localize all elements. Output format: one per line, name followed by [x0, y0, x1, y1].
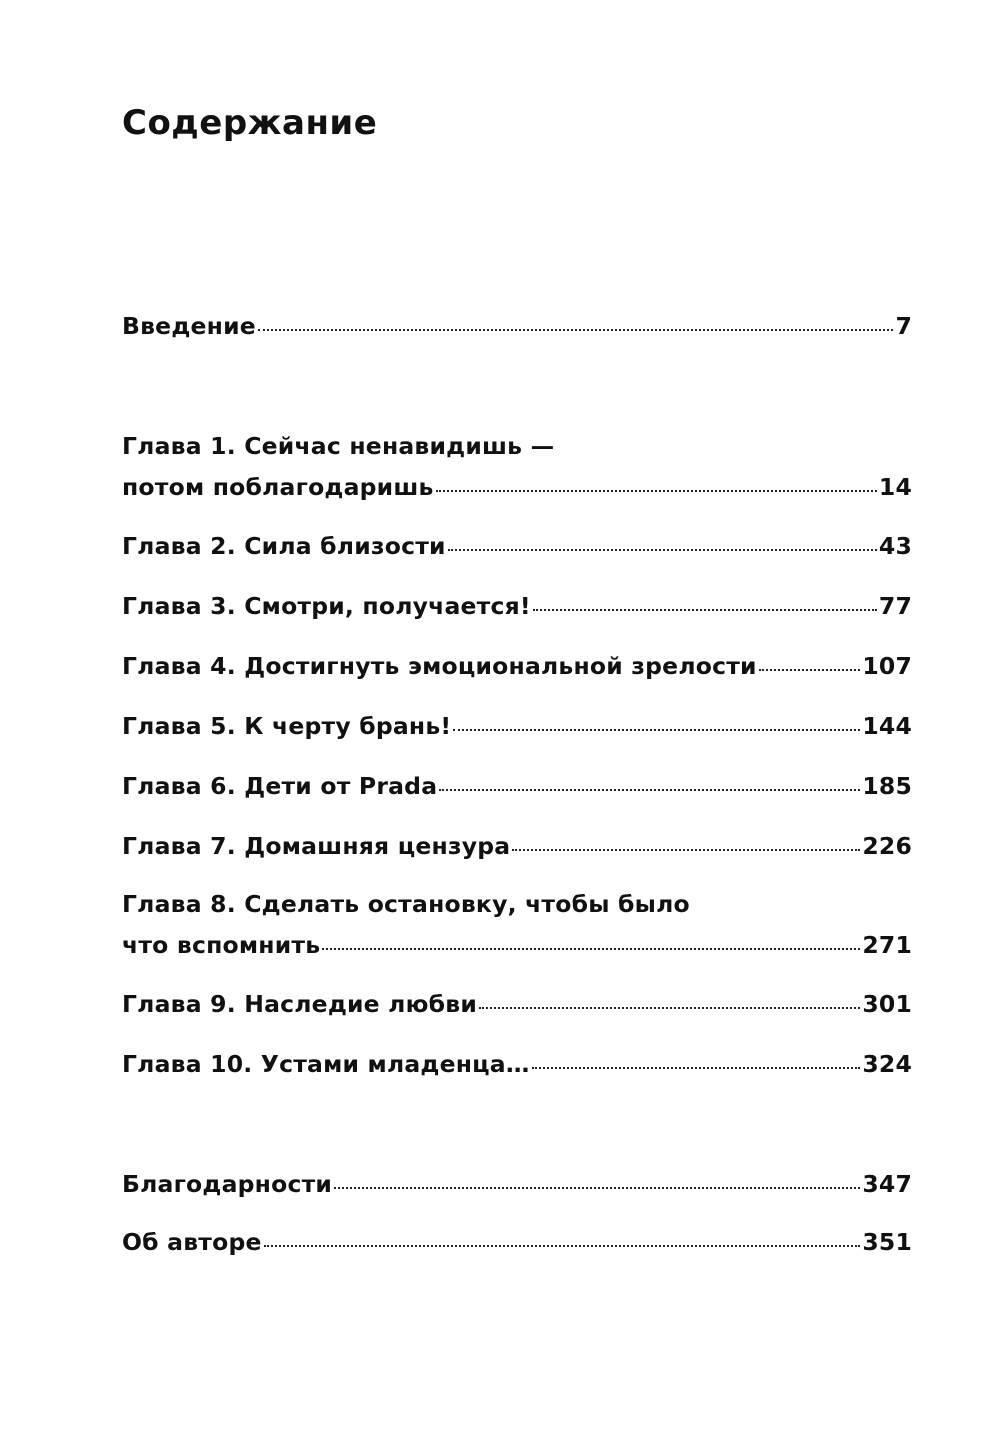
- toc-entry-label: потом поблагодаришь: [122, 472, 434, 501]
- toc-entry-chapter-6[interactable]: [122, 772, 912, 800]
- toc-entry-label: Глава 7. Домашняя цензура: [122, 832, 511, 860]
- toc-entry-label: Глава 5. К черту брань!: [122, 712, 452, 740]
- toc-row: [122, 1170, 912, 1198]
- dot-leader: [512, 849, 860, 851]
- toc-entry-label: что вспомнить: [122, 930, 321, 959]
- dot-leader: [322, 948, 860, 950]
- toc-row: [122, 990, 912, 1018]
- toc-entry-label: Глава 2. Сила близости: [122, 532, 446, 560]
- toc-entry-label: Глава 4. Достигнуть эмоциональной зрелости: [122, 652, 757, 680]
- dot-leader: [533, 609, 877, 611]
- toc-entry-acknowledgments[interactable]: [122, 1170, 912, 1198]
- toc-page-number: 7: [895, 312, 912, 340]
- toc-row: [122, 1228, 912, 1256]
- toc-page-number: 351: [862, 1228, 912, 1256]
- toc-row: [122, 472, 912, 501]
- toc-entry-introduction[interactable]: [122, 312, 912, 340]
- dot-leader: [453, 729, 860, 731]
- toc-entry-chapter-9[interactable]: [122, 990, 912, 1018]
- toc-entry-about-author[interactable]: [122, 1228, 912, 1256]
- toc-entry-chapter-7[interactable]: [122, 832, 912, 860]
- toc-entry-chapter-1[interactable]: [122, 432, 912, 501]
- dot-leader: [439, 789, 860, 791]
- dot-leader: [258, 329, 894, 331]
- dot-leader: [448, 549, 877, 551]
- toc-page-number: 77: [878, 592, 912, 620]
- dot-leader: [334, 1187, 860, 1189]
- dot-leader: [532, 1067, 861, 1069]
- toc-page-number: 144: [862, 712, 912, 740]
- toc-entry-label: Благодарности: [122, 1170, 333, 1198]
- toc-page-number: 14: [878, 472, 912, 501]
- toc-entry-label-line1: Глава 1. Сейчас ненавидишь —: [122, 432, 555, 460]
- dot-leader: [479, 1007, 860, 1009]
- toc-page-number: 271: [862, 930, 912, 959]
- toc-page-number: 185: [862, 772, 912, 800]
- toc-entry-chapter-4[interactable]: [122, 652, 912, 680]
- toc-row: [122, 532, 912, 560]
- toc-row: [122, 930, 912, 959]
- toc-entry-label: Введение: [122, 312, 256, 340]
- toc-entry-label: Глава 10. Устами младенца…: [122, 1050, 530, 1078]
- dot-leader: [264, 1245, 861, 1247]
- toc-row: [122, 712, 912, 740]
- toc-entry-label: Глава 9. Наследие любви: [122, 990, 477, 1018]
- toc-entry-label: Глава 3. Смотри, получается!: [122, 592, 531, 620]
- dot-leader: [436, 490, 877, 492]
- toc-page-number: 324: [862, 1050, 912, 1078]
- dot-leader: [759, 669, 861, 671]
- toc-entry-chapter-8[interactable]: [122, 890, 912, 959]
- toc-row: [122, 652, 912, 680]
- page-title: Содержание: [122, 103, 378, 143]
- toc-page-number: 301: [862, 990, 912, 1018]
- toc-entry-chapter-2[interactable]: [122, 532, 912, 560]
- toc-row: [122, 832, 912, 860]
- toc-page-number: 107: [862, 652, 912, 680]
- toc-page-number: 347: [862, 1170, 912, 1198]
- toc-row: [122, 772, 912, 800]
- toc-entry-chapter-10[interactable]: [122, 1050, 912, 1078]
- toc-entry-label: Глава 6. Дети от Prada: [122, 772, 438, 800]
- toc-entry-chapter-5[interactable]: [122, 712, 912, 740]
- toc-entry-label-line1: Глава 8. Сделать остановку, чтобы было: [122, 890, 690, 918]
- toc-entry-chapter-3[interactable]: [122, 592, 912, 620]
- toc-page-number: 43: [878, 532, 912, 560]
- toc-page-number: 226: [862, 832, 912, 860]
- toc-entry-label: Об авторе: [122, 1228, 262, 1256]
- toc-row: [122, 1050, 912, 1078]
- toc-row: [122, 592, 912, 620]
- toc-row: [122, 312, 912, 340]
